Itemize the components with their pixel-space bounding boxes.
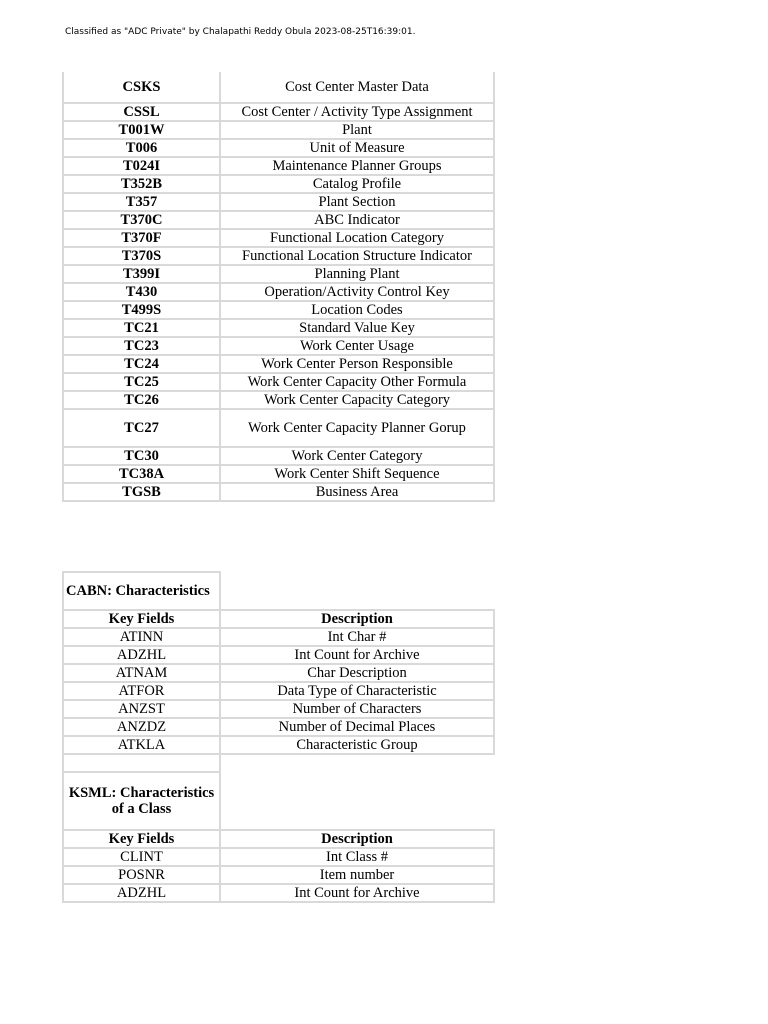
ksml-header-row bbox=[63, 830, 494, 848]
table-description-cell: Plant Section bbox=[220, 193, 494, 211]
table-description-cell: Planning Plant bbox=[220, 265, 494, 283]
table-row bbox=[63, 447, 494, 465]
table-key-cell: T499S bbox=[63, 301, 220, 319]
field-description-cell: Char Description bbox=[220, 664, 494, 682]
description-header: Description bbox=[220, 610, 494, 628]
table-key-cell: T370S bbox=[63, 247, 220, 265]
table-description-cell: Unit of Measure bbox=[220, 139, 494, 157]
table-key-cell: TC25 bbox=[63, 373, 220, 391]
field-description-cell: Number of Decimal Places bbox=[220, 718, 494, 736]
table-key-cell: T357 bbox=[63, 193, 220, 211]
field-description-cell: Int Count for Archive bbox=[220, 884, 494, 902]
table-description-cell: Functional Location Category bbox=[220, 229, 494, 247]
table-row bbox=[63, 157, 494, 175]
table-row bbox=[63, 175, 494, 193]
ksml-title-row bbox=[63, 772, 494, 830]
table-key-cell: T006 bbox=[63, 139, 220, 157]
spacer-row bbox=[63, 754, 494, 772]
table-key-cell: T430 bbox=[63, 283, 220, 301]
field-name-cell: ATKLA bbox=[63, 736, 220, 754]
table-row bbox=[63, 391, 494, 409]
cabn-title-row bbox=[63, 572, 494, 610]
table-row bbox=[63, 628, 494, 646]
field-description-cell: Item number bbox=[220, 866, 494, 884]
field-name-cell: CLINT bbox=[63, 848, 220, 866]
key-fields-header: Key Fields bbox=[63, 610, 220, 628]
field-name-cell: POSNR bbox=[63, 866, 220, 884]
table-key-cell: T352B bbox=[63, 175, 220, 193]
field-description-cell: Int Class # bbox=[220, 848, 494, 866]
table-key-cell: T001W bbox=[63, 121, 220, 139]
field-description-cell: Number of Characters bbox=[220, 700, 494, 718]
table-row bbox=[63, 337, 494, 355]
table-row bbox=[63, 866, 494, 884]
table-key-cell: TC30 bbox=[63, 447, 220, 465]
table-description-cell: Plant bbox=[220, 121, 494, 139]
field-name-cell: ATFOR bbox=[63, 682, 220, 700]
table-key-cell: CSSL bbox=[63, 103, 220, 121]
empty-cell bbox=[220, 572, 494, 610]
empty-cell bbox=[220, 754, 494, 772]
classification-label: Classified as "ADC Private" by Chalapathi Reddy Obula 2023-08-25T16:39:01. bbox=[65, 27, 416, 37]
table-row bbox=[63, 283, 494, 301]
key-fields-header: Key Fields bbox=[63, 830, 220, 848]
cabn-header-row bbox=[63, 610, 494, 628]
table-description-cell: ABC Indicator bbox=[220, 211, 494, 229]
table-key-cell: TC21 bbox=[63, 319, 220, 337]
table-description-cell: Cost Center Master Data bbox=[220, 72, 494, 103]
table-description-cell: Work Center Capacity Other Formula bbox=[220, 373, 494, 391]
field-description-cell: Int Count for Archive bbox=[220, 646, 494, 664]
table-row bbox=[63, 193, 494, 211]
description-header: Description bbox=[220, 830, 494, 848]
field-description-cell: Int Char # bbox=[220, 628, 494, 646]
table-description-cell: Location Codes bbox=[220, 301, 494, 319]
field-name-cell: ATINN bbox=[63, 628, 220, 646]
characteristics-tables bbox=[62, 571, 495, 903]
table-description-cell: Work Center Usage bbox=[220, 337, 494, 355]
cabn-section-title: CABN: Characteristics bbox=[63, 572, 220, 610]
table-row bbox=[63, 72, 494, 103]
table-row bbox=[63, 229, 494, 247]
table-description-cell: Cost Center / Activity Type Assignment bbox=[220, 103, 494, 121]
empty-cell bbox=[220, 772, 494, 830]
table-key-cell: TC23 bbox=[63, 337, 220, 355]
table-row bbox=[63, 265, 494, 283]
table-row bbox=[63, 682, 494, 700]
table-description-cell: Work Center Capacity Category bbox=[220, 391, 494, 409]
table-description-cell: Work Center Category bbox=[220, 447, 494, 465]
table-description-cell: Work Center Shift Sequence bbox=[220, 465, 494, 483]
table-row bbox=[63, 373, 494, 391]
table-key-cell: TC26 bbox=[63, 391, 220, 409]
sap-tables-list bbox=[62, 72, 495, 502]
table-description-cell: Standard Value Key bbox=[220, 319, 494, 337]
field-description-cell: Characteristic Group bbox=[220, 736, 494, 754]
table-row bbox=[63, 483, 494, 501]
table-key-cell: TC24 bbox=[63, 355, 220, 373]
table-row bbox=[63, 848, 494, 866]
table-row bbox=[63, 211, 494, 229]
table-row bbox=[63, 355, 494, 373]
table-key-cell: T370C bbox=[63, 211, 220, 229]
table-description-cell: Operation/Activity Control Key bbox=[220, 283, 494, 301]
field-name-cell: ATNAM bbox=[63, 664, 220, 682]
table-row bbox=[63, 247, 494, 265]
table-row bbox=[63, 139, 494, 157]
field-name-cell: ANZST bbox=[63, 700, 220, 718]
ksml-section-title: KSML: Characteristics of a Class bbox=[63, 772, 220, 830]
table-description-cell: Business Area bbox=[220, 483, 494, 501]
table-description-cell: Maintenance Planner Groups bbox=[220, 157, 494, 175]
table-key-cell: T399I bbox=[63, 265, 220, 283]
field-description-cell: Data Type of Characteristic bbox=[220, 682, 494, 700]
table-key-cell: T370F bbox=[63, 229, 220, 247]
table-row bbox=[63, 884, 494, 902]
table-row bbox=[63, 736, 494, 754]
table-row bbox=[63, 121, 494, 139]
table-row bbox=[63, 465, 494, 483]
table-key-cell: TC27 bbox=[63, 409, 220, 447]
field-name-cell: ANZDZ bbox=[63, 718, 220, 736]
field-name-cell: ADZHL bbox=[63, 646, 220, 664]
field-name-cell: ADZHL bbox=[63, 884, 220, 902]
table-key-cell: T024I bbox=[63, 157, 220, 175]
table-row bbox=[63, 646, 494, 664]
table-row bbox=[63, 718, 494, 736]
table-key-cell: CSKS bbox=[63, 72, 220, 103]
table-row bbox=[63, 700, 494, 718]
table-row bbox=[63, 319, 494, 337]
table-row bbox=[63, 409, 494, 447]
table-row bbox=[63, 301, 494, 319]
table-description-cell: Functional Location Structure Indicator bbox=[220, 247, 494, 265]
table-key-cell: TC38A bbox=[63, 465, 220, 483]
empty-cell bbox=[63, 754, 220, 772]
table-row bbox=[63, 664, 494, 682]
table-row bbox=[63, 103, 494, 121]
table-description-cell: Work Center Person Responsible bbox=[220, 355, 494, 373]
table-description-cell: Work Center Capacity Planner Gorup bbox=[220, 409, 494, 447]
table-key-cell: TGSB bbox=[63, 483, 220, 501]
table-description-cell: Catalog Profile bbox=[220, 175, 494, 193]
